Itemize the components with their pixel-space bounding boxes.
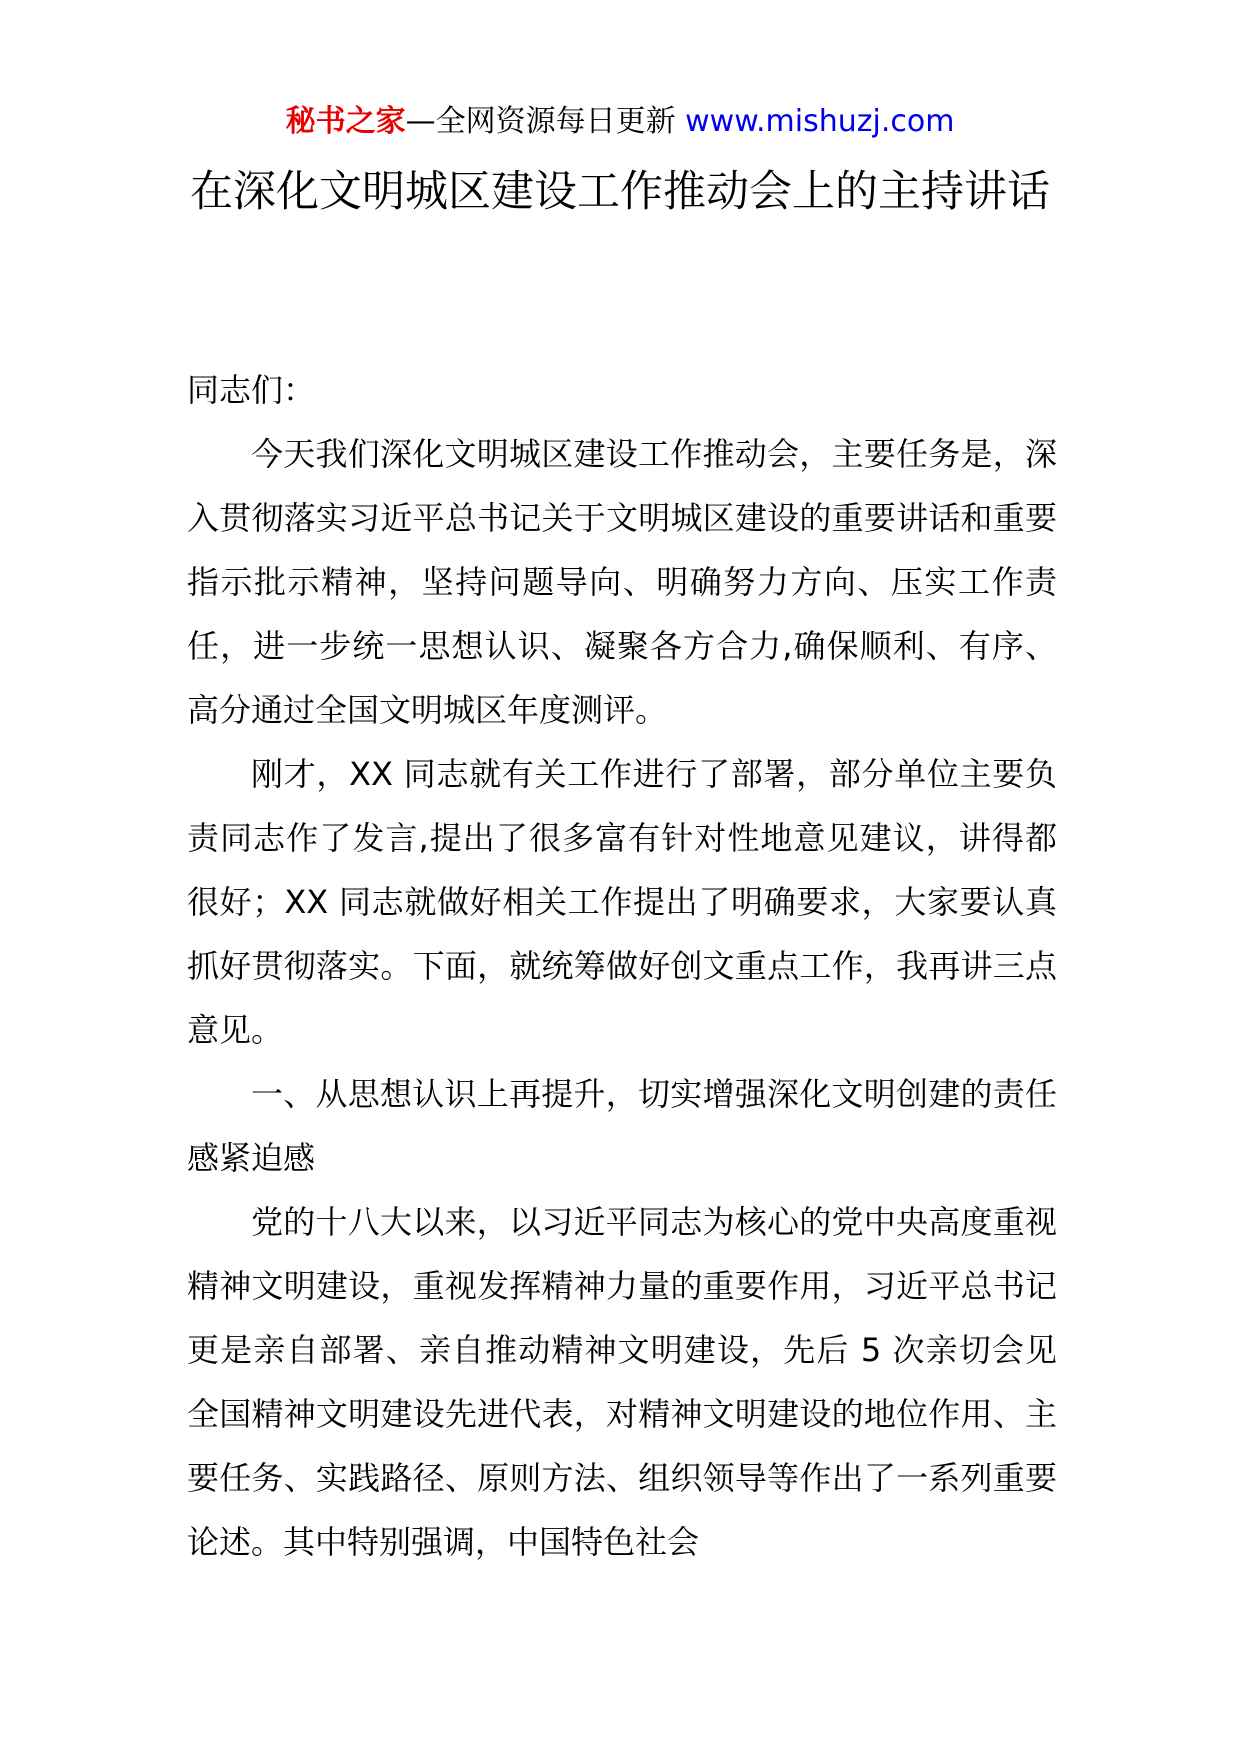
section-heading-1: 一、从思想认识上再提升，切实增强深化文明创建的责任感紧迫感: [187, 1075, 1057, 1177]
paragraph-section-1: 党的十八大以来，以习近平同志为核心的党中央高度重视精神文明建设，重视发挥精神力量的重要作用，习近平总书记更是亲自部署、亲自推动精神文明建设，先后 5 次亲切会见全国精神文明建设先进代表，对精神文明建设的地位作用、主要任务、实践路径、原则方法、组织领导等作出了一系列重要论述。其中特别强调，中国特色社会: [187, 1203, 1057, 1561]
site-url-link[interactable]: www.mishuzj.com: [685, 104, 955, 139]
brand-name: 秘书之家: [285, 104, 406, 139]
paragraph-remarks: 刚才，XX 同志就有关工作进行了部署，部分单位主要负责同志作了发言,提出了很多富有针对性地意见建议，讲得都很好；XX 同志就做好相关工作提出了明确要求，大家要认真抓好贯彻落实。下面，就统筹做好创文重点工作，我再讲三点意见。: [187, 755, 1057, 1049]
header-tagline: —全网资源每日更新: [405, 104, 676, 139]
salutation: 同志们：: [187, 371, 316, 409]
document-title: 在深化文明城区建设工作推动会上的主持讲话: [190, 167, 1050, 217]
document-body: [187, 358, 1057, 1574]
paragraph-intro: 今天我们深化文明城区建设工作推动会，主要任务是，深入贯彻落实习近平总书记关于文明城区建设的重要讲话和重要指示批示精神，坚持问题导向、明确努力方向、压实工作责任，进一步统一思想认识、凝聚各方合力,确保顺利、有序、高分通过全国文明城区年度测评。: [187, 435, 1057, 729]
watermark-header: [0, 100, 1240, 144]
